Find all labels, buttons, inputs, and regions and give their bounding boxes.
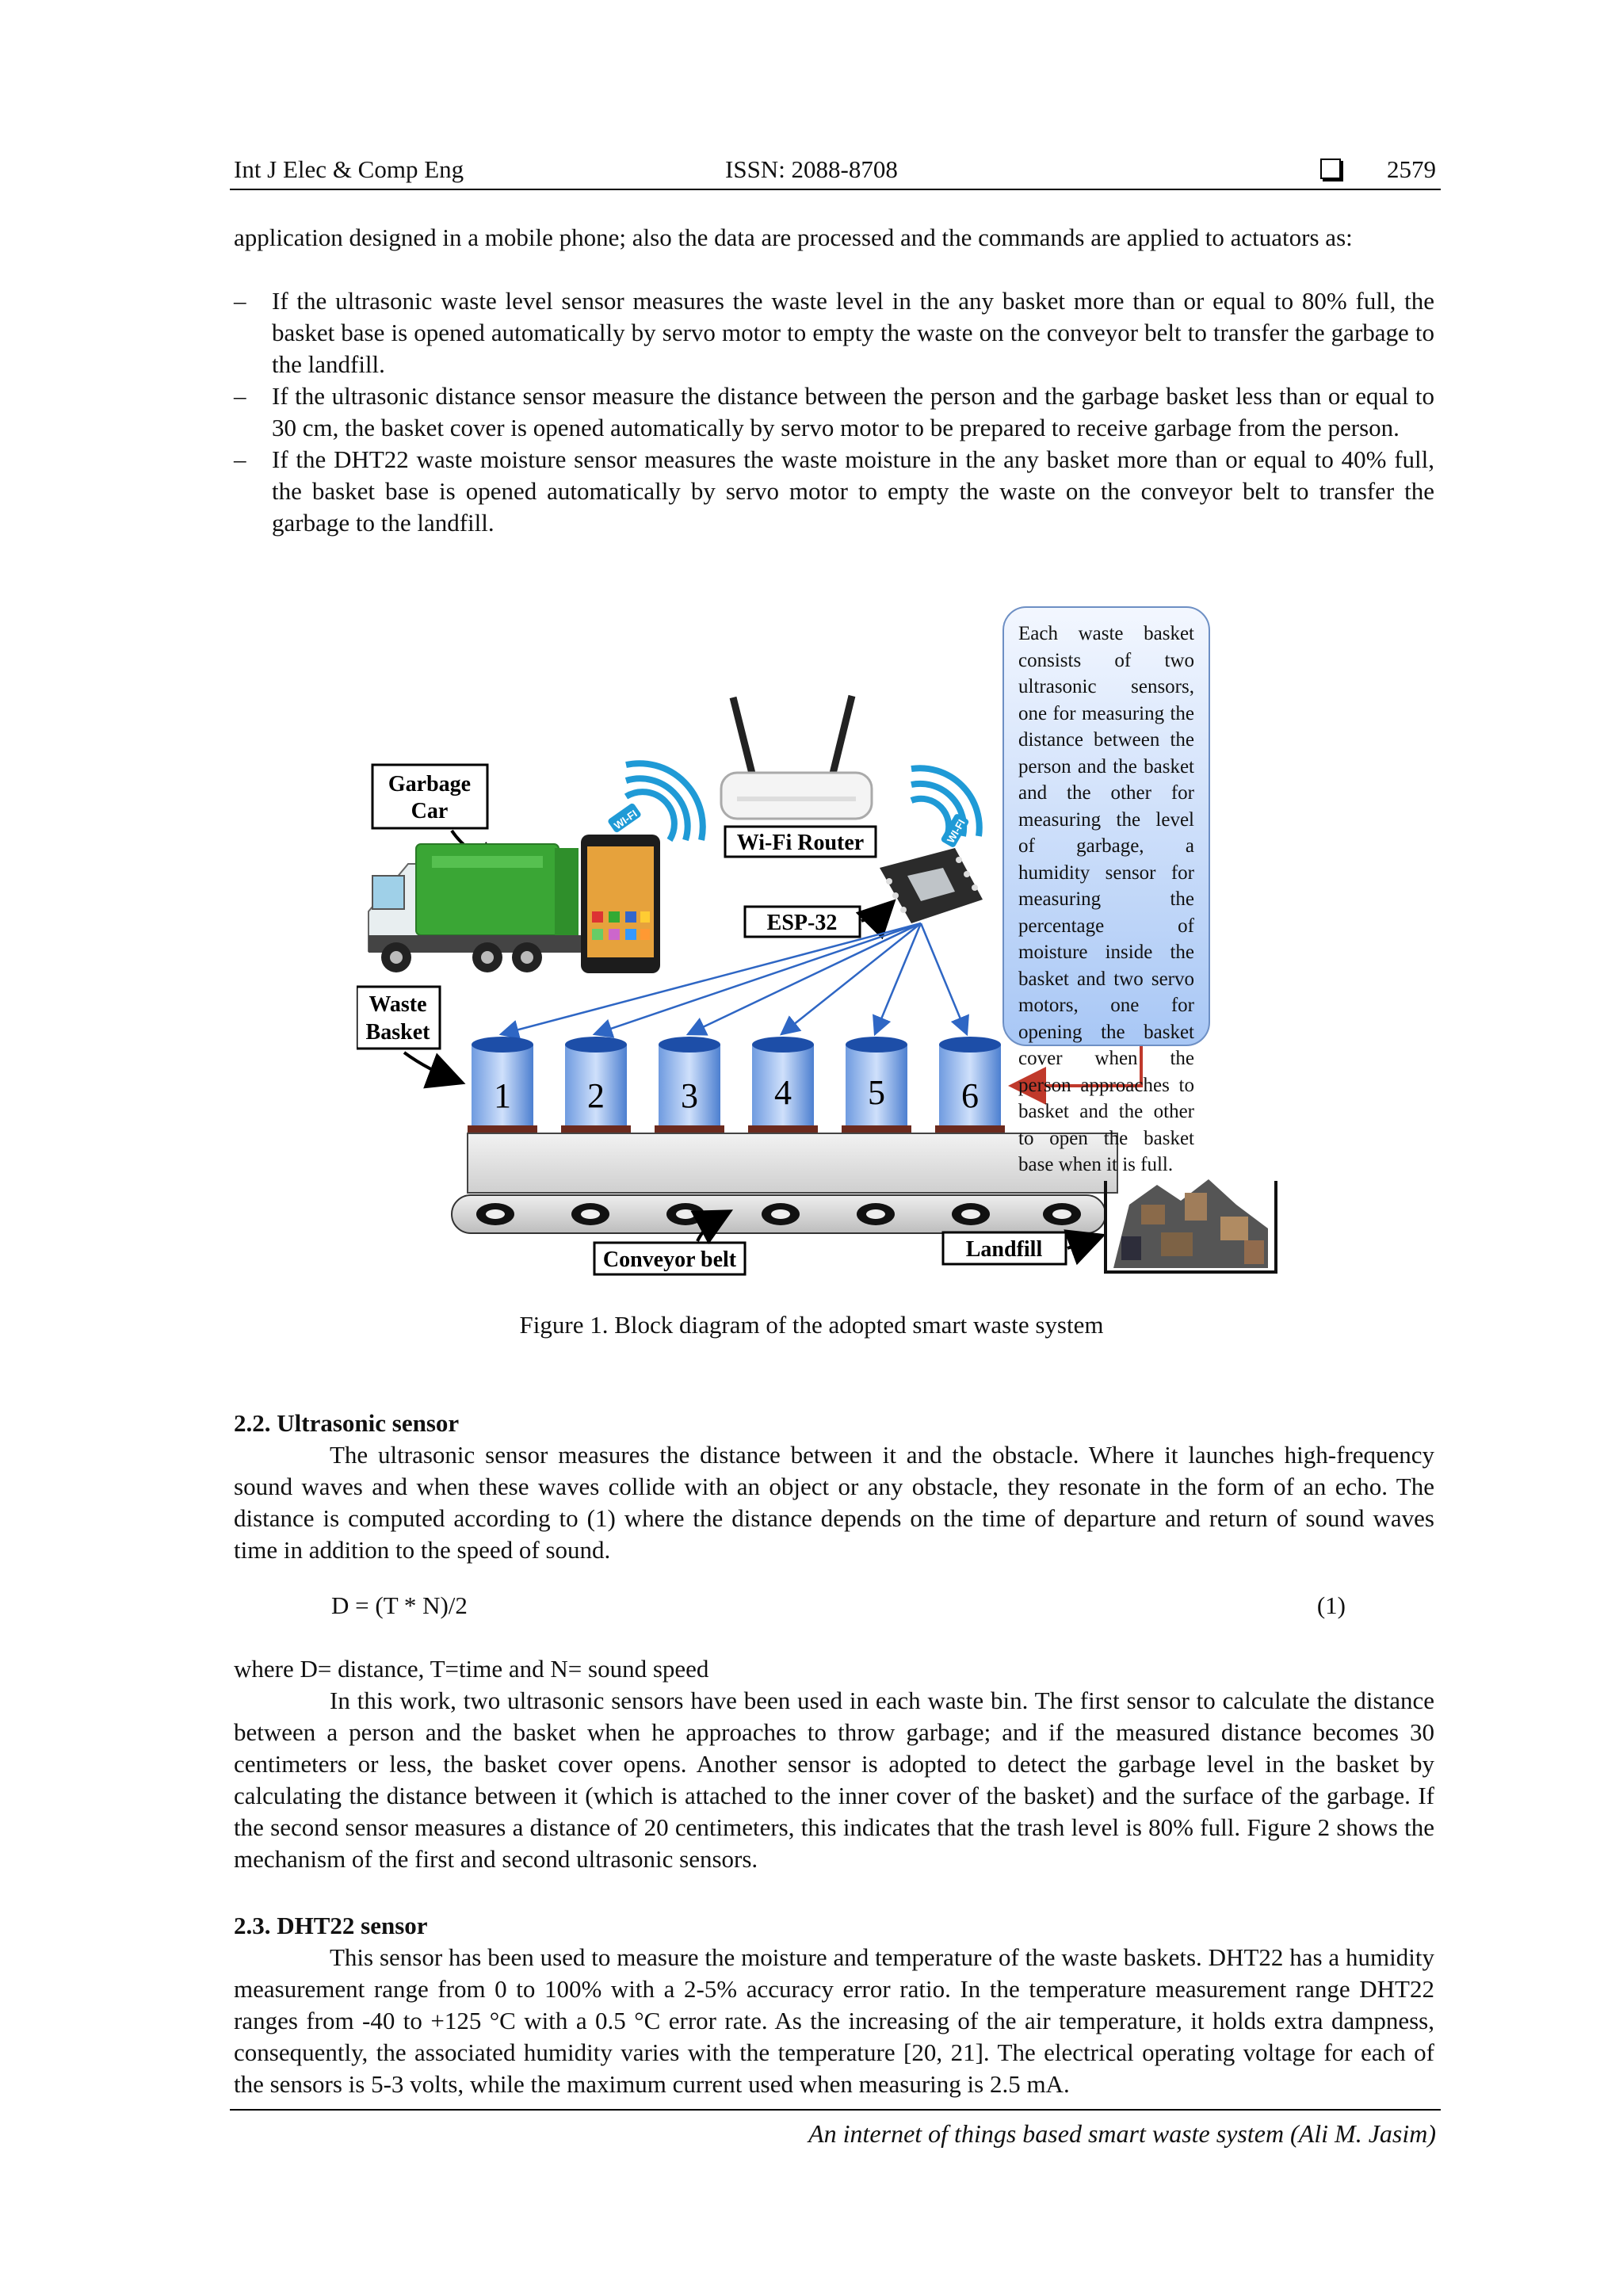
wifi-signal-icon: [911, 768, 980, 848]
running-footer: An internet of things based smart waste system (Ali M. Jasim): [808, 2119, 1436, 2148]
list-item: – If the DHT22 waste moisture sensor measures the waste moisture in the any basket more than or equal to 40% full, the basket base is opened automatically by servo motor to empty the waste on the conveyor belt to transfer the garbage to the landfill.: [234, 445, 1434, 537]
page-number: 2579: [1387, 155, 1436, 183]
svg-text:Wi-Fi Router: Wi-Fi Router: [736, 831, 865, 855]
basket-number: 5: [868, 1073, 885, 1112]
basket-number: 1: [494, 1076, 511, 1115]
svg-text:Basket: Basket: [365, 1020, 430, 1045]
paragraph: The ultrasonic sensor measures the distance between it and the obstacle. Where it launches high-frequency sound waves and when these waves collide with an object or any obstacle, they resonate in the form of an echo. The distance is computed according to (1) where the distance depends on the time of departure and return of sound waves time in addition to the speed of sound.: [234, 1441, 1434, 1564]
esp32-label: [745, 907, 860, 937]
svg-text:Conveyor belt: Conveyor belt: [602, 1247, 737, 1272]
header-rule: [230, 189, 1441, 190]
dash-marker: –: [234, 287, 246, 315]
conveyor-belt-label: [594, 1243, 745, 1274]
list-item: – If the ultrasonic distance sensor measure the distance between the person and the garbage basket less than or equal to 30 cm, the basket cover is opened automatically by servo motor to be prepared to receive garbage from the person.: [234, 382, 1434, 441]
svg-text:WI-FI: WI-FI: [612, 807, 640, 832]
square-bullet-icon: [1320, 159, 1341, 179]
waste-basket: [561, 1037, 631, 1133]
dash-marker: –: [234, 445, 246, 473]
equation-1: [331, 1590, 1346, 1622]
page-number-block: [1320, 154, 1436, 185]
waste-basket: [935, 1037, 1005, 1133]
actuator-rule-list: [234, 285, 1434, 539]
dash-marker: –: [234, 382, 246, 410]
equation-number: (1): [1316, 1591, 1346, 1619]
intro-paragraph: application designed in a mobile phone; also the data are processed and the commands are applied to actuators as:: [234, 223, 1353, 251]
svg-text:ESP-32: ESP-32: [766, 911, 838, 935]
basket-number: 4: [774, 1073, 792, 1112]
waste-basket-label: [357, 987, 440, 1049]
journal-name: Int J Elec & Comp Eng: [234, 155, 464, 183]
waste-basket: [468, 1037, 537, 1133]
where-line: where D= distance, T=time and N= sound speed: [234, 1655, 709, 1683]
svg-text:WI-FI: WI-FI: [944, 817, 968, 846]
waste-basket: [748, 1037, 818, 1133]
wifi-signal-icon: [607, 763, 703, 840]
equation-text: D = (T * N)/2: [331, 1591, 468, 1619]
issn: ISSN: 2088-8708: [725, 155, 898, 183]
figure-callout-note: Each waste basket consists of two ultrasonic sensors, one for measuring the distance between the person and the basket and the other for measuring the level of garbage, a humidity sensor for measuring the percentage of moisture inside the basket and two servo motors, one for opening the basket cover when the person approaches to basket and the other to open the basket base when it is full.: [1002, 606, 1210, 1046]
section-title: 2.2. Ultrasonic sensor: [234, 1409, 460, 1437]
waste-baskets: [468, 1037, 1005, 1133]
paragraph: In this work, two ultrasonic sensors have been used in each waste bin. The first sensor to calculate the distance between a person and the basket when he approaches to throw garbage; and if the measured distance becomes 30 centimeters or less, the basket cover opens. Another sensor is adopted to detect the garbage level in the basket by calculating the distance between it (which is attached to the inner cover of the basket) and the surface of the garbage. If the second sensor measures a distance of 20 centimeters, this indicates that the trash level is 80% full. Figure 2 shows the mechanism of the first and second ultrasonic sensors.: [234, 1687, 1434, 1873]
conveyor-belt-icon: [452, 1195, 1106, 1233]
basket-number: 2: [587, 1076, 605, 1115]
landfill-icon: [1106, 1179, 1276, 1272]
paragraph: This sensor has been used to measure the moisture and temperature of the waste baskets. DHT22 has a humidity measurement range from 0 to 100% with a 2-5% accuracy error ratio. In the temperature measurement range DHT22 ranges from -40 to +125 °C with a 0.5 °C error rate. As the increasing of the air temperature, it holds extra dampness, consequently, the associated humidity varies with the temperature [20, 21]. The electrical operating voltage for each of the sensors is 5-3 volts, while the maximum current used when measuring is 2.5 mA.: [234, 1943, 1434, 2098]
wifi-router-label: [725, 827, 876, 857]
svg-text:Waste: Waste: [369, 992, 427, 1017]
waste-basket: [842, 1037, 911, 1133]
figure-1-block-diagram: [357, 602, 1292, 1292]
wifi-router-icon: [721, 696, 872, 819]
list-item: – If the ultrasonic waste level sensor measures the waste level in the any basket more than or equal to 80% full, the basket base is opened automatically by servo motor to empty the waste on the conveyor belt to transfer the garbage to the landfill.: [234, 287, 1434, 378]
basket-number: 3: [681, 1076, 698, 1115]
waste-basket: [655, 1037, 724, 1133]
footer-rule: [230, 2109, 1441, 2111]
figure-caption: Figure 1. Block diagram of the adopted smart waste system: [519, 1311, 1104, 1339]
section-title: 2.3. DHT22 sensor: [234, 1912, 428, 1939]
smartphone-icon: [581, 835, 660, 973]
svg-text:Landfill: Landfill: [965, 1237, 1043, 1262]
garbage-car-label: [372, 765, 487, 828]
esp32-board-icon: [880, 848, 983, 923]
svg-text:Car: Car: [411, 799, 449, 823]
garbage-truck-icon: [369, 844, 582, 972]
landfill-label: [943, 1232, 1066, 1264]
basket-number: 6: [961, 1076, 979, 1115]
svg-text:Garbage: Garbage: [388, 772, 472, 797]
